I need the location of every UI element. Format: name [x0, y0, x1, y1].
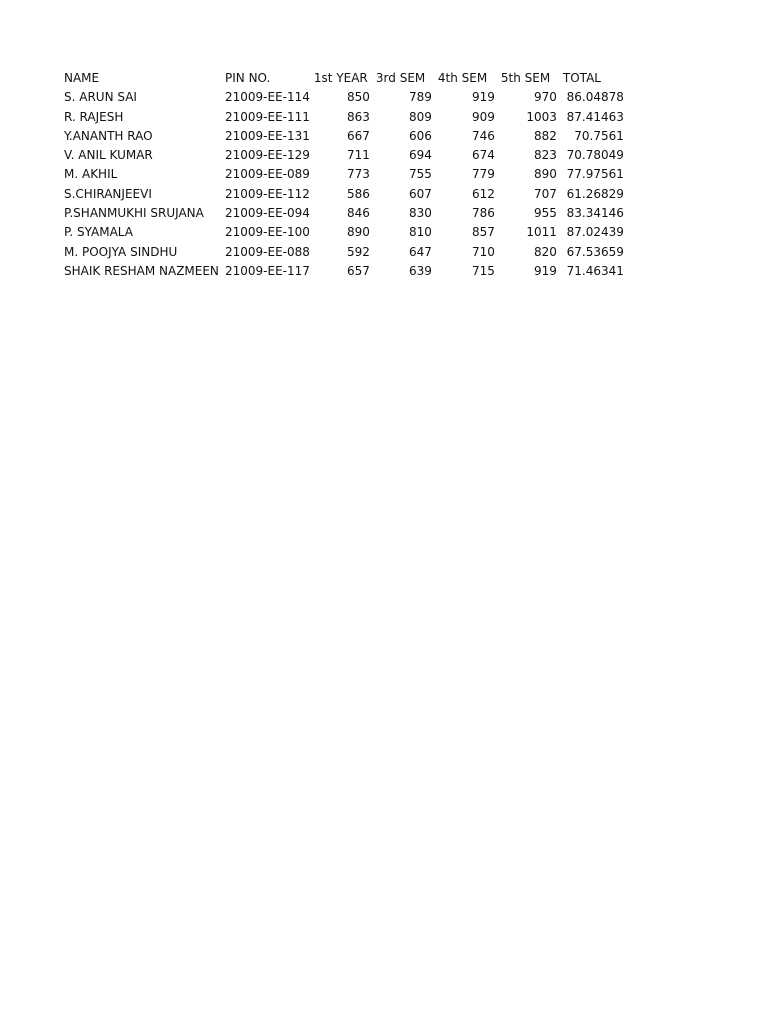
cell-3rd-sem: 606	[409, 128, 432, 143]
cell-1st-year: 846	[347, 206, 370, 221]
cell-name: S. ARUN SAI	[64, 90, 137, 105]
header-5th-sem: 5th SEM	[500, 71, 551, 85]
header-3rd-sem: 3rd SEM	[375, 71, 426, 85]
table-header-row	[64, 69, 624, 88]
cell-1st-year: 657	[347, 263, 370, 278]
cell-1st-year: 863	[347, 109, 370, 124]
cell-pin-no: 21009-EE-089	[225, 167, 310, 182]
cell-4th-sem: 786	[472, 206, 495, 221]
cell-4th-sem: 857	[472, 225, 495, 240]
cell-4th-sem: 909	[472, 109, 495, 124]
cell-name: SHAIK RESHAM NAZMEEN	[64, 263, 219, 278]
cell-pin-no: 21009-EE-112	[225, 186, 310, 201]
cell-total: 86.04878	[566, 90, 624, 105]
cell-4th-sem: 715	[472, 263, 495, 278]
table-row	[64, 185, 624, 204]
cell-5th-sem: 890	[534, 167, 557, 182]
cell-5th-sem: 970	[534, 90, 557, 105]
results-table	[64, 69, 624, 281]
cell-3rd-sem: 647	[409, 244, 432, 259]
header-1st-year: 1st YEAR	[313, 71, 368, 85]
cell-name: S.CHIRANJEEVI	[64, 186, 152, 201]
table-row	[64, 243, 624, 262]
cell-name: M. AKHIL	[64, 167, 118, 182]
cell-pin-no: 21009-EE-129	[225, 148, 310, 163]
table-row	[64, 204, 624, 223]
cell-3rd-sem: 607	[409, 186, 432, 201]
cell-3rd-sem: 639	[409, 263, 432, 278]
cell-name: P.SHANMUKHI SRUJANA	[64, 206, 204, 221]
cell-pin-no: 21009-EE-094	[225, 206, 310, 221]
table-row	[64, 127, 624, 146]
cell-5th-sem: 882	[534, 128, 557, 143]
cell-pin-no: 21009-EE-100	[225, 225, 310, 240]
cell-pin-no: 21009-EE-111	[225, 109, 310, 124]
cell-total: 70.7561	[574, 128, 624, 143]
cell-5th-sem: 707	[534, 186, 557, 201]
header-total: TOTAL	[562, 71, 601, 85]
cell-pin-no: 21009-EE-114	[225, 90, 310, 105]
cell-3rd-sem: 810	[409, 225, 432, 240]
cell-3rd-sem: 789	[409, 90, 432, 105]
cell-total: 70.78049	[566, 148, 624, 163]
cell-5th-sem: 955	[534, 206, 557, 221]
table-row	[64, 165, 624, 184]
cell-name: P. SYAMALA	[64, 225, 133, 240]
table-row	[64, 146, 624, 165]
header-pin-no: PIN NO.	[225, 71, 271, 85]
cell-name: Y.ANANTH RAO	[64, 128, 153, 143]
cell-total: 83.34146	[566, 206, 624, 221]
cell-3rd-sem: 830	[409, 206, 432, 221]
cell-5th-sem: 823	[534, 148, 557, 163]
cell-total: 71.46341	[566, 263, 624, 278]
cell-4th-sem: 779	[472, 167, 495, 182]
cell-total: 67.53659	[566, 244, 624, 259]
table-row	[64, 262, 624, 281]
cell-3rd-sem: 809	[409, 109, 432, 124]
cell-1st-year: 586	[347, 186, 370, 201]
cell-name: V. ANIL KUMAR	[64, 148, 153, 163]
cell-total: 61.26829	[566, 186, 624, 201]
cell-1st-year: 850	[347, 90, 370, 105]
cell-name: R. RAJESH	[64, 109, 124, 124]
cell-4th-sem: 746	[472, 128, 495, 143]
cell-4th-sem: 612	[472, 186, 495, 201]
cell-1st-year: 592	[347, 244, 370, 259]
cell-pin-no: 21009-EE-131	[225, 128, 310, 143]
header-4th-sem: 4th SEM	[437, 71, 488, 85]
cell-pin-no: 21009-EE-088	[225, 244, 310, 259]
cell-1st-year: 773	[347, 167, 370, 182]
cell-1st-year: 667	[347, 128, 370, 143]
cell-total: 87.02439	[566, 225, 624, 240]
cell-3rd-sem: 694	[409, 148, 432, 163]
cell-pin-no: 21009-EE-117	[225, 263, 310, 278]
cell-5th-sem: 1003	[526, 109, 557, 124]
cell-4th-sem: 674	[472, 148, 495, 163]
table-row	[64, 88, 624, 107]
cell-4th-sem: 710	[472, 244, 495, 259]
header-name: NAME	[64, 71, 100, 85]
cell-5th-sem: 919	[534, 263, 557, 278]
cell-5th-sem: 820	[534, 244, 557, 259]
cell-total: 77.97561	[566, 167, 624, 182]
cell-4th-sem: 919	[472, 90, 495, 105]
cell-1st-year: 890	[347, 225, 370, 240]
cell-1st-year: 711	[347, 148, 370, 163]
cell-total: 87.41463	[566, 109, 624, 124]
results-sheet	[64, 69, 624, 281]
table-row	[64, 108, 624, 127]
results-table-body	[64, 69, 624, 281]
cell-5th-sem: 1011	[526, 225, 557, 240]
cell-3rd-sem: 755	[409, 167, 432, 182]
table-row	[64, 223, 624, 242]
cell-name: M. POOJYA SINDHU	[64, 244, 178, 259]
